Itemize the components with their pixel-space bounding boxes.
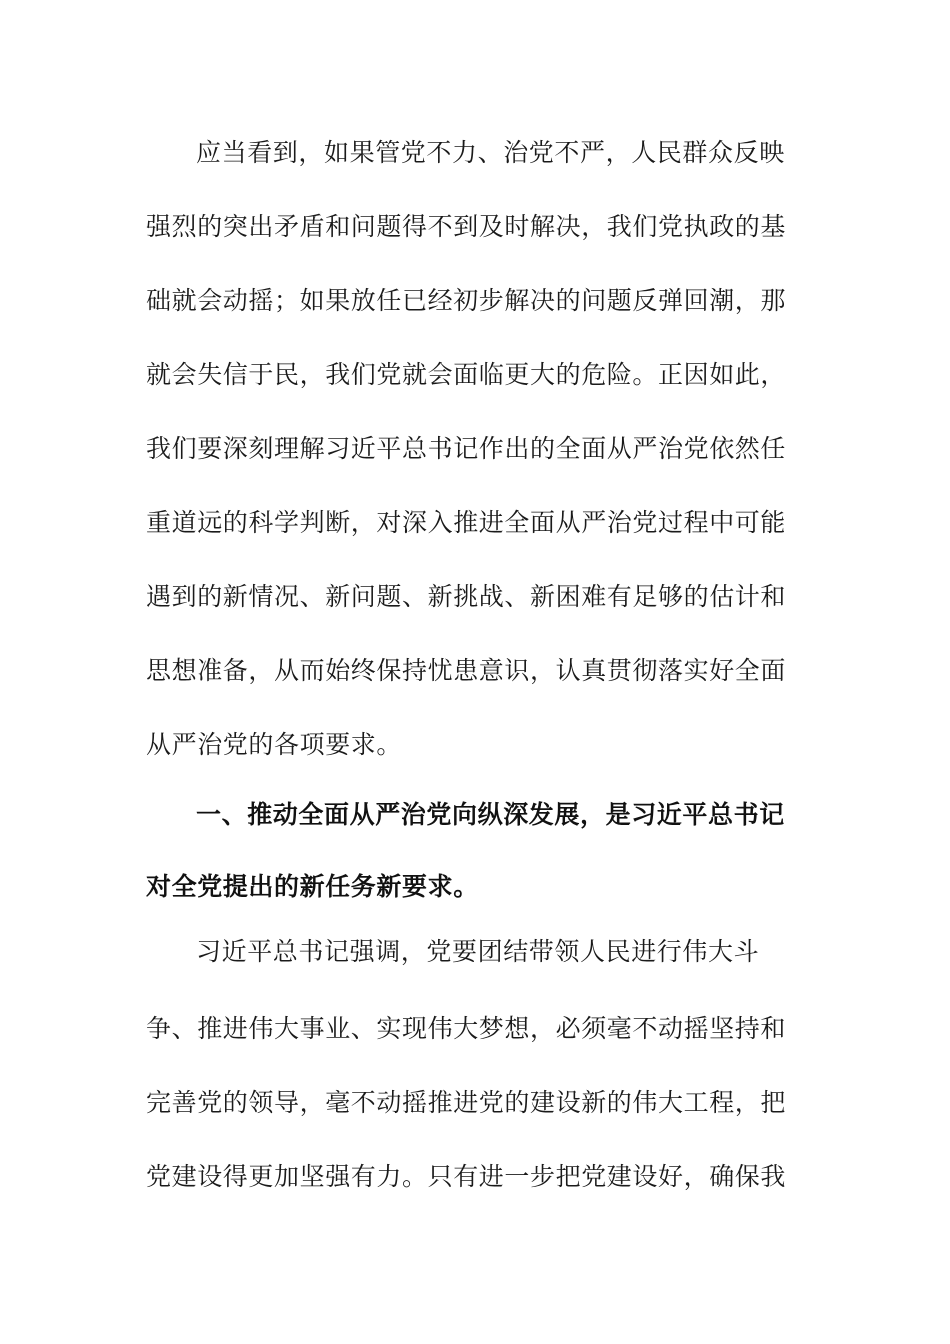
paragraph-1-line-9: 从严治党的各项要求。 (146, 730, 403, 759)
paragraph-2-line-1: 习近平总书记强调，党要团结带领人民进行伟大斗 (196, 937, 760, 966)
paragraph-2-line-2: 争、推进伟大事业、实现伟大梦想，必须毫不动摇坚持和 (146, 1014, 787, 1043)
section-heading-line-2: 对全党提出的新任务新要求。 (146, 872, 479, 901)
paragraph-1-line-8: 思想准备，从而始终保持忧患意识，认真贯彻落实好全面 (146, 656, 787, 685)
paragraph-1-line-2: 强烈的突出矛盾和问题得不到及时解决，我们党执政的基 (146, 212, 787, 241)
paragraph-1-line-7: 遇到的新情况、新问题、新挑战、新困难有足够的估计和 (146, 582, 787, 611)
paragraph-1-line-3: 础就会动摇；如果放任已经初步解决的问题反弹回潮，那 (146, 286, 787, 315)
paragraph-2-line-3: 完善党的领导，毫不动摇推进党的建设新的伟大工程，把 (146, 1088, 787, 1117)
paragraph-2-line-4: 党建设得更加坚强有力。只有进一步把党建设好，确保我 (146, 1162, 787, 1191)
paragraph-1-line-4: 就会失信于民，我们党就会面临更大的危险。正因如此， (146, 360, 787, 389)
paragraph-1-line-5: 我们要深刻理解习近平总书记作出的全面从严治党依然任 (146, 434, 787, 463)
paragraph-1-line-6: 重道远的科学判断，对深入推进全面从严治党过程中可能 (146, 508, 787, 537)
paragraph-1-line-1: 应当看到，如果管党不力、治党不严，人民群众反映 (196, 138, 785, 167)
section-heading-line-1: 一、推动全面从严治党向纵深发展，是习近平总书记 (196, 800, 785, 829)
